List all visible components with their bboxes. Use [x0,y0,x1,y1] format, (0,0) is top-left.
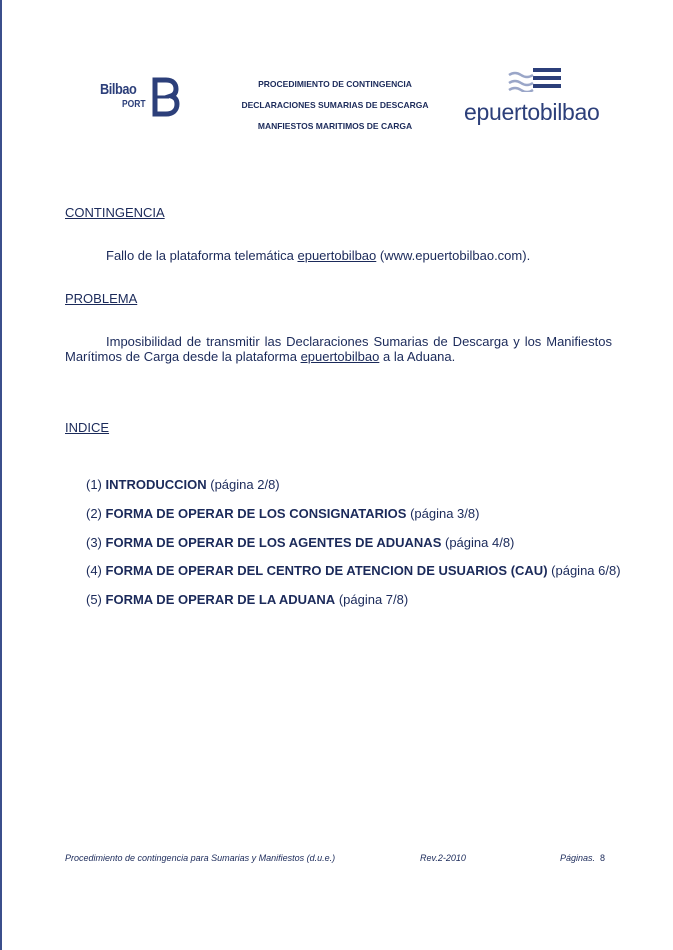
contingencia-text-end: (www.epuertobilbao.com). [376,248,531,263]
toc-item-number: (3) [86,535,102,550]
logo-bilbao-text: Bilbao [100,81,137,98]
header-title-line-1: PROCEDIMIENTO DE CONTINGENCIA [258,79,412,89]
toc-item-number: (1) [86,477,102,492]
epuertobilbao-link-2[interactable]: epuertobilbao [300,349,380,364]
toc-item [86,477,280,492]
header-title [220,77,450,140]
problema-text [65,334,612,364]
toc-item-page: (página 3/8) [410,506,480,521]
toc-item-number: (4) [86,563,102,578]
toc-item [86,592,408,607]
toc-item [86,506,479,521]
footer-pages-value: 8 [600,853,606,863]
bilbao-port-logo [100,76,180,120]
toc-item-number: (5) [86,592,102,607]
footer-revision: Rev.2-2010 [420,853,466,863]
contingencia-text [106,248,626,263]
waves-icon [507,66,563,92]
contingencia-text-start: Fallo de la plataforma telemática [106,248,298,263]
toc-item-title: FORMA DE OPERAR DE LOS CONSIGNATARIOS [105,506,407,521]
toc-item-page: (página 7/8) [338,592,409,607]
toc-item-title: FORMA DE OPERAR DEL CENTRO DE ATENCION DE USUARIOS (CAU) [105,563,548,578]
problema-text-start: Imposibilidad de transmitir las Declaraciones Sumarias de Descarga y los Manifiestos Marítimos de Carga desde la plataforma [65,334,612,364]
page-left-border [0,0,2,950]
header-title-line-3: MANFIESTOS MARITIMOS DE CARGA [257,121,413,131]
toc-item-page: (página 2/8) [210,477,280,492]
contingencia-heading: CONTINGENCIA [65,205,165,220]
logo-epuertobilbao-text: epuertobilbao [464,99,600,125]
indice-heading: INDICE [65,420,110,435]
logo-port-text: PORT [122,99,146,110]
toc-item-title: INTRODUCCION [105,477,207,492]
toc-item-number: (2) [86,506,102,521]
footer-document-title: Procedimiento de contingencia para Sumarias y Manifiestos (d.u.e.) [65,853,336,863]
logo-b-letter-icon [152,76,180,120]
toc-item-page: (página 6/8) [551,563,621,578]
footer-pages-label: Páginas. [560,853,596,863]
footer-pages [560,853,605,863]
toc-item-title: FORMA DE OPERAR DE LOS AGENTES DE ADUANAS [105,535,442,550]
header-title-line-2: DECLARACIONES SUMARIAS DE DESCARGA [241,100,429,110]
epuertobilbao-logo [464,66,614,128]
toc-item-title: FORMA DE OPERAR DE LA ADUANA [105,592,336,607]
epuertobilbao-link[interactable]: epuertobilbao [297,248,377,263]
problema-text-end: a la Aduana. [379,349,456,364]
toc-item-page: (página 4/8) [445,535,515,550]
problema-heading: PROBLEMA [65,291,138,306]
toc-item [86,535,514,550]
toc-item [86,563,621,578]
